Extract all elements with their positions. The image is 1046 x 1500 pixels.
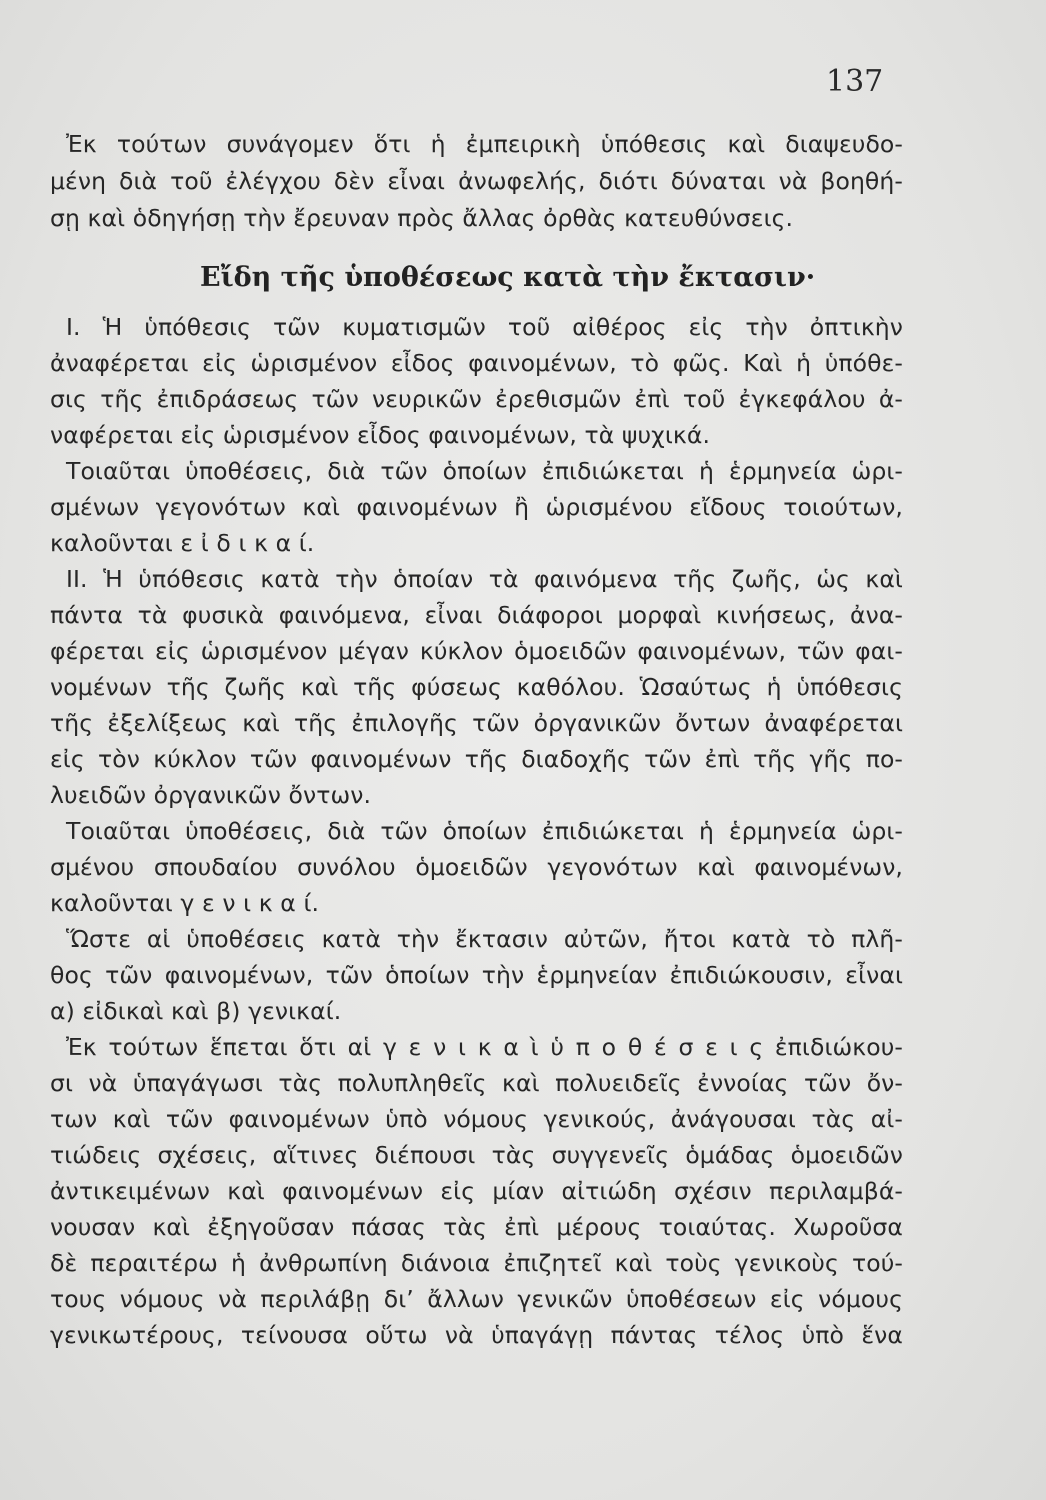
text-line: λυειδῶν ὀργανικῶν ὄντων. (50, 781, 372, 809)
text-line: καλοῦνται γ ε ν ι κ α ί. (50, 889, 320, 917)
text-line: σι νὰ ὑπαγάγωσι τὰς πολυπληθεῖς καὶ πολυειδεῖς ἐννοίας τῶν ὄν- (50, 1069, 903, 1097)
text-line: ἀναφέρεται εἰς ὡρισμένον εἶδος φαινομένων, τὸ φῶς. Καὶ ἡ ὑπόθε- (50, 349, 903, 377)
text-line: σμένων γεγονότων καὶ φαινομένων ἢ ὡρισμένου εἴδους τοιούτων, (50, 493, 903, 521)
text-line: τῆς ἐξελίξεως καὶ τῆς ἐπιλογῆς τῶν ὀργανικῶν ὄντων ἀναφέρεται (50, 709, 903, 737)
text-line: εἰς τὸν κύκλον τῶν φαινομένων τῆς διαδοχῆς τῶν ἐπὶ τῆς γῆς πο- (50, 745, 903, 773)
text-line: τιώδεις σχέσεις, αἵτινες διέπουσι τὰς συγγενεῖς ὁμάδας ὁμοειδῶν (50, 1141, 903, 1169)
text-line: Τοιαῦται ὑποθέσεις, διὰ τῶν ὁποίων ἐπιδιώκεται ἡ ἑρμηνεία ὡρι- (66, 457, 903, 485)
text-line: ἀντικειμένων καὶ φαινομένων εἰς μίαν αἰτιώδη σχέσιν περιλαμβά- (50, 1177, 903, 1205)
section-heading: Εἴδη τῆς ὑποθέσεως κατὰ τὴν ἔκτασιν· (200, 262, 816, 293)
text-line: δὲ περαιτέρω ἡ ἀνθρωπίνη διάνοια ἐπιζητεῖ καὶ τοὺς γενικοὺς τού- (50, 1249, 903, 1277)
page-number: 137 (826, 64, 884, 99)
text-line: α) εἰδικαὶ καὶ β) γενικαί. (50, 997, 342, 1025)
text-line: νομένων τῆς ζωῆς καὶ τῆς φύσεως καθόλου. Ὡσαύτως ἡ ὑπόθεσις (50, 673, 903, 701)
text-line: γενικωτέρους, τείνουσα οὕτω νὰ ὑπαγάγῃ πάντας τέλος ὑπὸ ἕνα (50, 1321, 903, 1349)
text-line: πάντα τὰ φυσικὰ φαινόμενα, εἶναι διάφοροι μορφαὶ κινήσεως, ἀνα- (50, 601, 903, 629)
text-line: καλοῦνται ε ἰ δ ι κ α ί. (50, 529, 315, 557)
text-line: νουσαν καὶ ἐξηγοῦσαν πάσας τὰς ἐπὶ μέρους τοιαύτας. Χωροῦσα (50, 1213, 903, 1241)
text-line: ναφέρεται εἰς ὡρισμένον εἶδος φαινομένων, τὰ ψυχικά. (50, 421, 711, 449)
text-line: μένη διὰ τοῦ ἐλέγχου δὲν εἶναι ἀνωφελής, διότι δύναται νὰ βοηθή- (50, 167, 903, 195)
text-line: ΙΙ. Ἡ ὑπόθεσις κατὰ τὴν ὁποίαν τὰ φαινόμενα τῆς ζωῆς, ὡς καὶ (66, 565, 903, 593)
text-line: Ι. Ἡ ὑπόθεσις τῶν κυματισμῶν τοῦ αἰθέρος εἰς τὴν ὀπτικὴν (66, 313, 903, 341)
text-line: θος τῶν φαινομένων, τῶν ὁποίων τὴν ἑρμηνείαν ἐπιδιώκουσιν, εἶναι (50, 961, 903, 989)
text-line: Ἐκ τούτων ἕπεται ὅτι αἱ γ ε ν ι κ α ὶ ὑ π ο θ έ σ ε ι ς ἐπιδιώκου- (66, 1033, 903, 1061)
text-line: τους νόμους νὰ περιλάβῃ δι’ ἄλλων γενικῶν ὑποθέσεων εἰς νόμους (50, 1285, 903, 1313)
text-line: σῃ καὶ ὁδηγήσῃ τὴν ἔρευναν πρὸς ἄλλας ὀρθὰς κατευθύνσεις. (50, 204, 794, 232)
text-line: σις τῆς ἐπιδράσεως τῶν νευρικῶν ἐρεθισμῶν ἐπὶ τοῦ ἐγκεφάλου ἀ- (50, 385, 903, 413)
text-line: σμένου σπουδαίου συνόλου ὁμοειδῶν γεγονότων καὶ φαινομένων, (50, 853, 903, 881)
text-line: Ἐκ τούτων συνάγομεν ὅτι ἡ ἐμπειρικὴ ὑπόθεσις καὶ διαψευδο- (66, 130, 903, 158)
text-line: των καὶ τῶν φαινομένων ὑπὸ νόμους γενικούς, ἀνάγουσαι τὰς αἰ- (50, 1105, 903, 1133)
text-line: Ὥστε αἱ ὑποθέσεις κατὰ τὴν ἔκτασιν αὐτῶν, ἤτοι κατὰ τὸ πλῆ- (66, 925, 903, 953)
text-line: Τοιαῦται ὑποθέσεις, διὰ τῶν ὁποίων ἐπιδιώκεται ἡ ἑρμηνεία ὡρι- (66, 817, 903, 845)
text-line: φέρεται εἰς ὡρισμένον μέγαν κύκλον ὁμοειδῶν φαινομένων, τῶν φαι- (50, 637, 903, 665)
